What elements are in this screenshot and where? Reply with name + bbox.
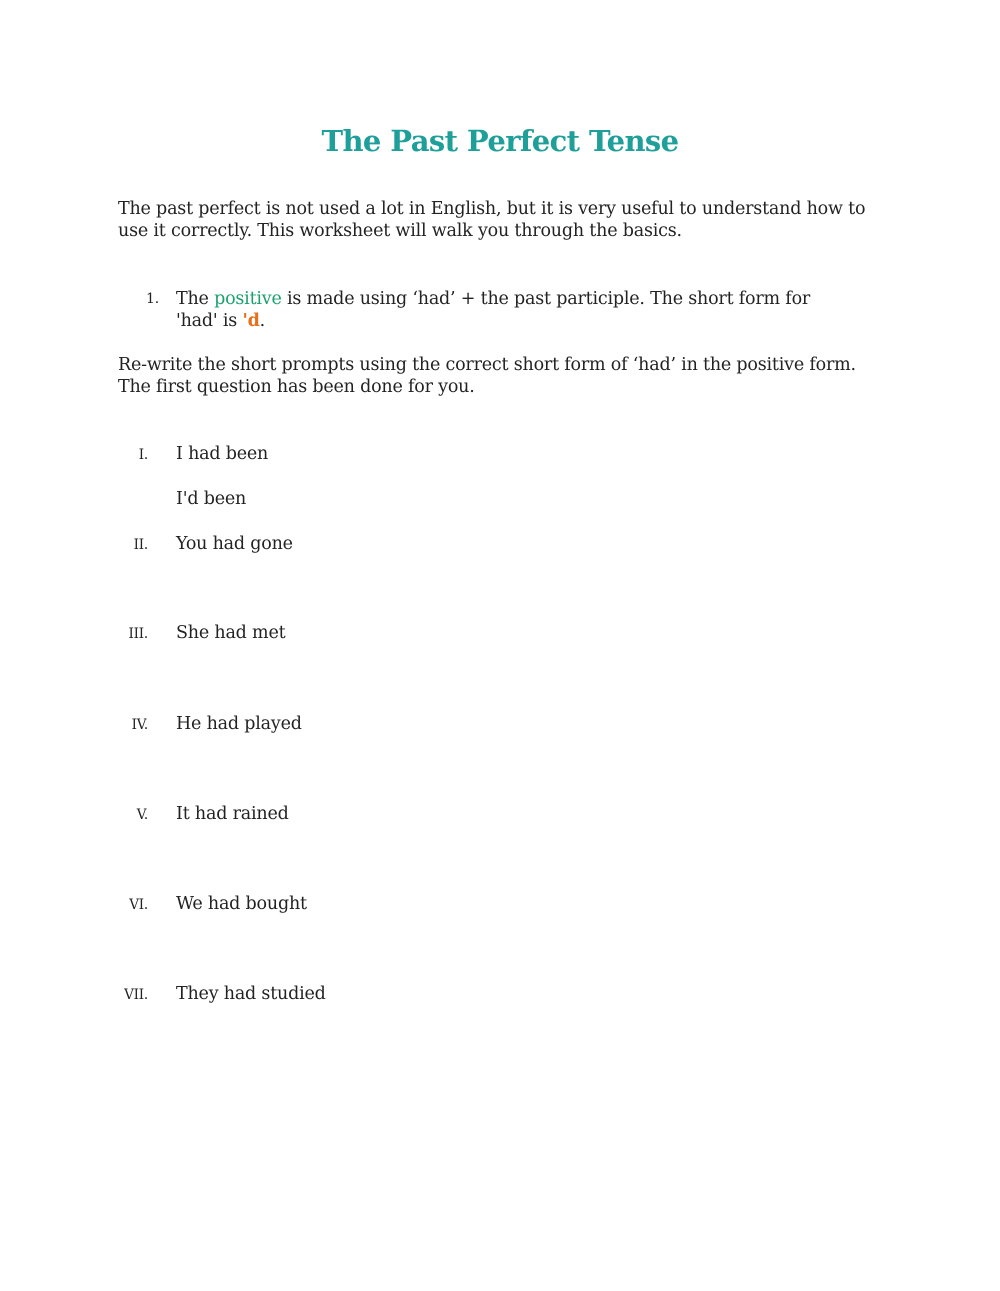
rule-text-before: The (176, 289, 215, 309)
prompt-item (110, 442, 610, 466)
prompt-item (110, 712, 610, 736)
prompt-numeral: III. (128, 626, 148, 642)
page-title: The Past Perfect Tense (321, 124, 679, 158)
prompt-text: It had rained (176, 804, 289, 824)
intro-paragraph: The past perfect is not used a lot in English, but it is very useful to understand how to use it correctly. This worksheet will walk you through the basics. (118, 199, 866, 241)
prompt-text: I had been (176, 444, 269, 464)
example-answer: I'd been (176, 489, 247, 509)
prompt-numeral: V. (136, 807, 148, 823)
prompt-numeral: VII. (124, 987, 148, 1003)
rule-text (176, 288, 856, 332)
instruction-paragraph: Re-write the short prompts using the correct short form of ‘had’ in the positive form. The first question has been done for you. (118, 355, 856, 397)
prompt-item (110, 802, 610, 826)
prompt-numeral: II. (133, 537, 148, 553)
prompt-numeral: I. (138, 447, 148, 463)
rule-number: 1. (146, 291, 159, 307)
prompt-item (110, 892, 610, 916)
prompt-item (110, 621, 610, 645)
prompt-item (110, 982, 610, 1006)
rule-text-after: . (259, 311, 266, 331)
prompt-numeral: VI. (129, 897, 148, 913)
rule-text-middle: is made using ‘had’ + the past participle. The short form for 'had' is (176, 289, 811, 331)
prompt-item (110, 532, 610, 556)
prompt-text: You had gone (176, 534, 293, 554)
short-form-highlight: 'd (242, 311, 260, 331)
prompt-numeral: IV. (131, 717, 148, 733)
positive-highlight: positive (214, 289, 282, 309)
prompt-text: She had met (176, 623, 286, 643)
prompt-text: They had studied (176, 984, 326, 1004)
prompt-text: We had bought (176, 894, 307, 914)
prompt-text: He had played (176, 714, 302, 734)
